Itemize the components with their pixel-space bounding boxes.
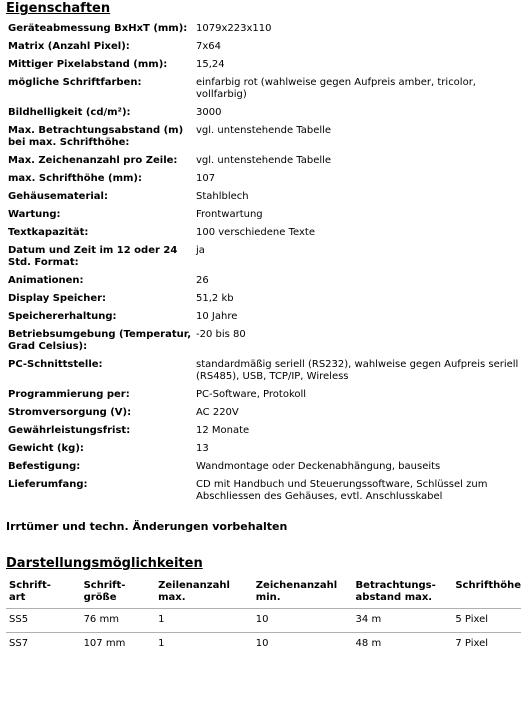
section-title-eigenschaften: Eigenschaften	[6, 1, 111, 16]
spec-label: Matrix (Anzahl Pixel):	[8, 41, 130, 52]
spec-row	[6, 356, 521, 386]
table-cell: 48 m	[353, 633, 453, 657]
column-header: Schrift- art	[9, 580, 51, 603]
spec-row	[6, 422, 521, 440]
table-cell: 76 mm	[81, 609, 156, 633]
column-header: Schrifthöhe	[455, 580, 521, 591]
spec-row	[6, 74, 521, 104]
spec-label: Gewicht (kg):	[8, 443, 84, 454]
spec-row	[6, 122, 521, 152]
section-darstellung	[6, 555, 521, 656]
spec-value: 15,24	[196, 59, 225, 70]
spec-value: 1079x223x110	[196, 23, 272, 34]
column-header: Zeilenanzahl max.	[158, 580, 230, 603]
spec-value: 7x64	[196, 41, 222, 52]
spec-value: 26	[196, 275, 209, 286]
column-header: Schrift- größe	[83, 580, 126, 603]
spec-label: Lieferumfang:	[8, 479, 88, 490]
spec-label: Max. Betrachtungsabstand (m) bei max. Schrifthöhe:	[8, 125, 184, 148]
spec-label: Gewährleistungsfrist:	[8, 425, 131, 436]
spec-value: 3000	[196, 107, 222, 118]
spec-value: CD mit Handbuch und Steuerungssoftware, Schlüssel zum Abschliessen des Gehäuses, evtl. Anschlusskabel	[196, 479, 488, 502]
spec-label: Datum und Zeit im 12 oder 24 Std. Format:	[8, 245, 178, 268]
spec-label: mögliche Schriftfarben:	[8, 77, 142, 88]
spec-value: -20 bis 80	[196, 329, 246, 340]
spec-label: Animationen:	[8, 275, 84, 286]
spec-label: Geräteabmessung BxHxT (mm):	[8, 23, 188, 34]
table-cell: 10	[253, 609, 353, 633]
spec-value: einfarbig rot (wahlweise gegen Aufpreis amber, tricolor, vollfarbig)	[196, 77, 476, 100]
spec-label: Textkapazität:	[8, 227, 89, 238]
spec-row	[6, 404, 521, 422]
table-cell: 1	[155, 633, 253, 657]
spec-label: Mittiger Pixelabstand (mm):	[8, 59, 168, 70]
spec-row	[6, 170, 521, 188]
spec-label: Gehäusematerial:	[8, 191, 108, 202]
spec-label: Speichererhaltung:	[8, 311, 117, 322]
spec-value: 107	[196, 173, 216, 184]
spec-value: 12 Monate	[196, 425, 250, 436]
table-cell: 5 Pixel	[452, 609, 521, 633]
table-cell: 1	[155, 609, 253, 633]
spec-label: max. Schrifthöhe (mm):	[8, 173, 142, 184]
spec-label: Betriebsumgebung (Temperatur, Grad Celsius):	[8, 329, 191, 352]
display-modes-table	[6, 578, 521, 656]
spec-value: AC 220V	[196, 407, 239, 418]
section-title-darstellung: Darstellungsmöglichkeiten	[6, 556, 203, 571]
spec-row	[6, 272, 521, 290]
table-row	[6, 609, 521, 633]
table-cell: 7 Pixel	[452, 633, 521, 657]
table-cell: 107 mm	[81, 633, 156, 657]
spec-value: ja	[196, 245, 205, 256]
spec-row	[6, 458, 521, 476]
spec-row	[6, 476, 521, 506]
spec-label: Wartung:	[8, 209, 61, 220]
spec-label: Bildhelligkeit (cd/m²):	[8, 107, 131, 118]
table-cell: 10	[253, 633, 353, 657]
spec-value: PC-Software, Protokoll	[196, 389, 307, 400]
spec-row	[6, 206, 521, 224]
spec-label: Programmierung per:	[8, 389, 130, 400]
spec-label: Befestigung:	[8, 461, 81, 472]
spec-value: Frontwartung	[196, 209, 263, 220]
table-row	[6, 633, 521, 657]
spec-label: PC-Schnittstelle:	[8, 359, 103, 370]
spec-row	[6, 20, 521, 38]
column-header: Betrachtungs- abstand max.	[355, 580, 436, 603]
spec-value: 51,2 kb	[196, 293, 234, 304]
spec-row	[6, 386, 521, 404]
spec-label: Stromversorgung (V):	[8, 407, 132, 418]
page-content	[6, 0, 521, 656]
spec-value: standardmäßig seriell (RS232), wahlweise gegen Aufpreis seriell (RS485), USB, TCP/IP, Wireless	[196, 359, 519, 382]
column-header: Zeichenanzahl min.	[255, 580, 338, 603]
spec-value: 13	[196, 443, 209, 454]
spec-row	[6, 326, 521, 356]
specs-table	[6, 20, 521, 506]
spec-value: 10 Jahre	[196, 311, 238, 322]
table-cell: SS5	[6, 609, 81, 633]
spec-value: Stahlblech	[196, 191, 249, 202]
spec-value: vgl. untenstehende Tabelle	[196, 155, 332, 166]
table-cell: 34 m	[353, 609, 453, 633]
spec-row	[6, 56, 521, 74]
spec-row	[6, 104, 521, 122]
spec-row	[6, 308, 521, 326]
spec-row	[6, 224, 521, 242]
table-header-row	[6, 578, 521, 609]
spec-row	[6, 242, 521, 272]
spec-value: Wandmontage oder Deckenabhängung, bauseits	[196, 461, 441, 472]
spec-row	[6, 188, 521, 206]
disclaimer-note: Irrtümer und techn. Änderungen vorbehalten	[6, 520, 288, 533]
table-cell: SS7	[6, 633, 81, 657]
spec-value: vgl. untenstehende Tabelle	[196, 125, 332, 136]
spec-row	[6, 440, 521, 458]
spec-row	[6, 152, 521, 170]
spec-value: 100 verschiedene Texte	[196, 227, 315, 238]
spec-label: Display Speicher:	[8, 293, 107, 304]
spec-label: Max. Zeichenanzahl pro Zeile:	[8, 155, 178, 166]
spec-row	[6, 38, 521, 56]
spec-row	[6, 290, 521, 308]
